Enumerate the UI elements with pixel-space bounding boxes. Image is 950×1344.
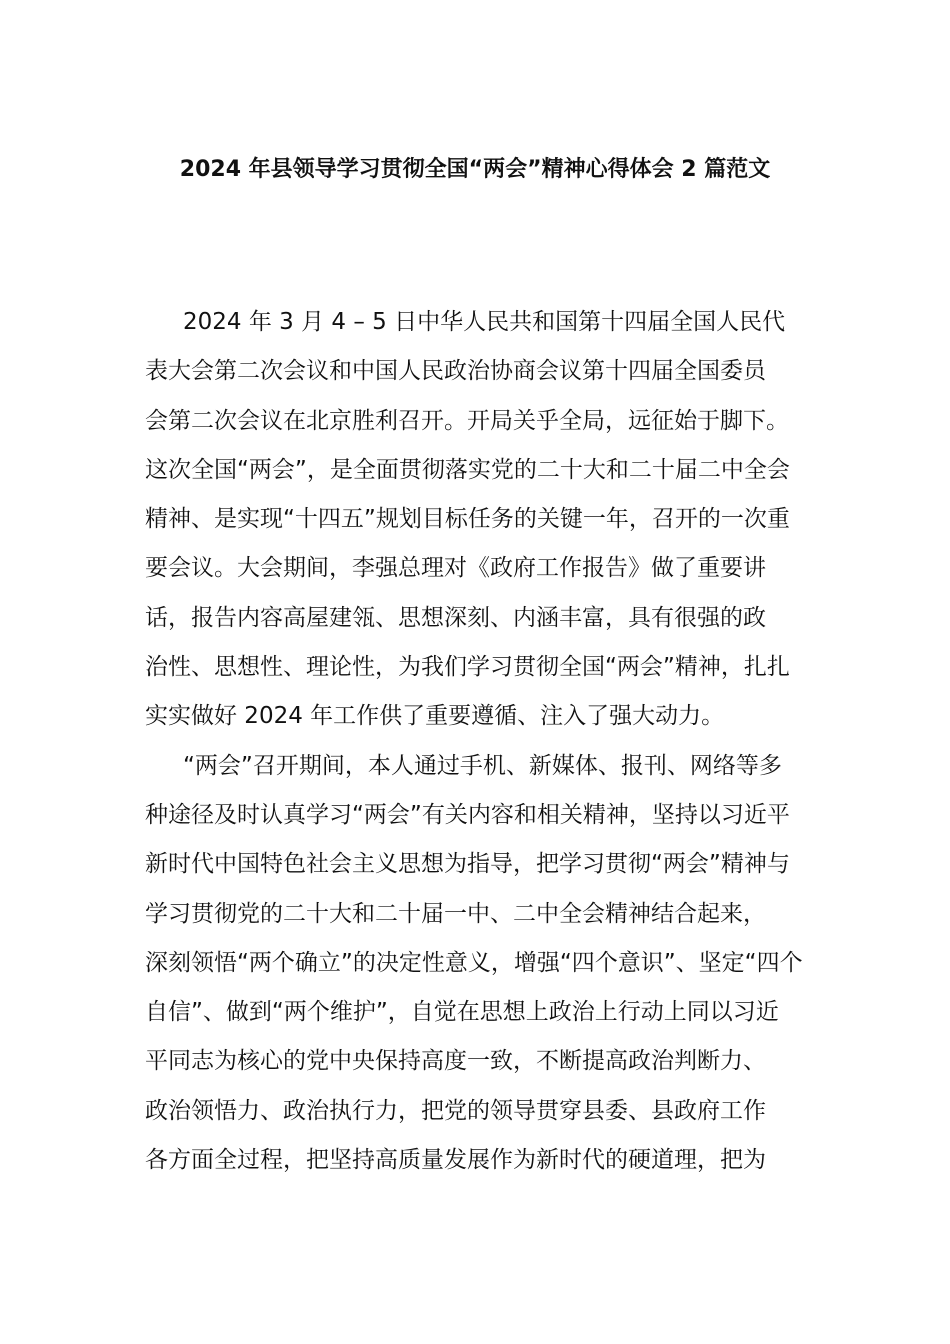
- text-line: 学习贯彻党的二十大和二十届一中、二中全会精神结合起来，: [145, 900, 766, 927]
- text-line: 精神、是实现“十四五”规划目标任务的关键一年，召开的一次重: [145, 506, 790, 533]
- text-line: “两会”召开期间，本人通过手机、新媒体、报刊、网络等多: [183, 752, 782, 779]
- text-line: 深刻领悟“两个确立”的决定性意义，增强“四个意识”、坚定“四个: [145, 949, 803, 976]
- text-line: 2024 年 3 月 4 – 5 日中华人民共和国第十四届全国人民代: [183, 309, 786, 335]
- text-line: 会第二次会议在北京胜利召开。开局关乎全局，远征始于脚下。: [145, 407, 789, 434]
- text-line: 平同志为核心的党中央保持高度一致，不断提高政治判断力、: [145, 1048, 766, 1075]
- document-body: [145, 298, 825, 1185]
- text-line: 表大会第二次会议和中国人民政治协商会议第十四届全国委员: [145, 358, 766, 385]
- text-line: 新时代中国特色社会主义思想为指导，把学习贯彻“两会”精神与: [145, 851, 790, 878]
- document-title: 2024 年县领导学习贯彻全国“两会”精神心得体会 2 篇范文: [179, 157, 771, 182]
- paragraph-2: [145, 742, 825, 1186]
- text-line: 自信”、做到“两个维护”，自觉在思想上政治上行动上同以习近: [145, 999, 779, 1026]
- text-line: 治性、思想性、理论性，为我们学习贯彻全国“两会”精神，扎扎: [145, 654, 790, 681]
- text-line: 要会议。大会期间，李强总理对《政府工作报告》做了重要讲: [145, 555, 766, 582]
- text-line: 这次全国“两会”，是全面贯彻落实党的二十大和二十届二中全会: [145, 456, 790, 483]
- text-line: 话，报告内容高屋建瓴、思想深刻、内涵丰富，具有很强的政: [145, 604, 766, 631]
- text-line: 实实做好 2024 年工作供了重要遵循、注入了强大动力。: [145, 703, 725, 730]
- text-line: 种途径及时认真学习“两会”有关内容和相关精神，坚持以习近平: [145, 801, 790, 828]
- text-line: 各方面全过程，把坚持高质量发展作为新时代的硬道理，把为: [145, 1147, 766, 1174]
- paragraph-1: [145, 298, 825, 742]
- text-line: 政治领悟力、政治执行力，把党的领导贯穿县委、县政府工作: [145, 1097, 766, 1124]
